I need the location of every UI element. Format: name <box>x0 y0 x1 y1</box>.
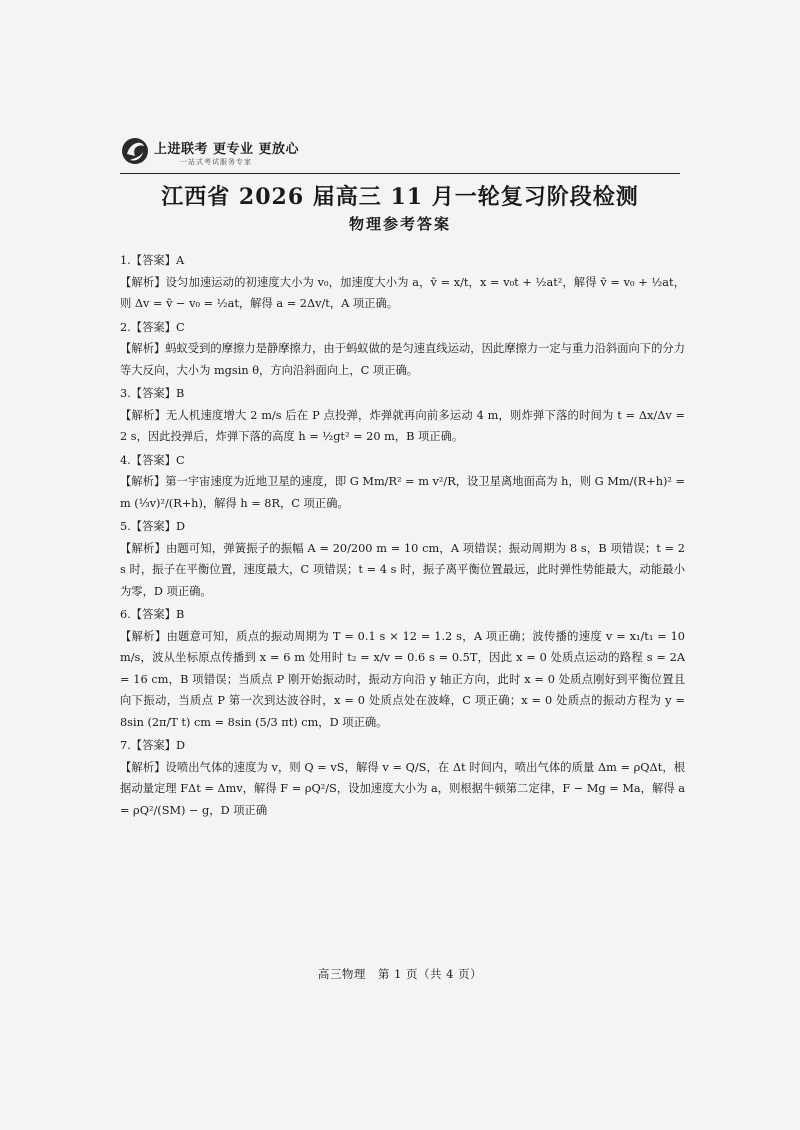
explanation-text: 【解析】设喷出气体的速度为 v，则 Q = vS，解得 v = Q/S，在 Δt 时间内，喷出气体的质量 Δm = ρQΔt，根据动量定理 FΔt = Δmv，解得 F = ρQ²/S，设加速度大小为 a，则根据牛顿第二定律，F − Mg = Ma，解得 a = ρQ²/(SM) − g，D 项正确 <box>120 760 685 817</box>
explanation-text: 【解析】设匀加速运动的初速度大小为 v₀，加速度大小为 a，v̄ = x/t，x = v₀t + ½at²，解得 v̄ = v₀ + ½at，则 Δv = v̄ − v₀ = ½at，解得 a = 2Δv/t，A 项正确。 <box>120 275 685 310</box>
answer-line: 1.【答案】A <box>120 254 185 267</box>
answer-line: 7.【答案】D <box>120 739 186 752</box>
answer-line: 3.【答案】B <box>120 387 185 400</box>
page-title: 江西省 2026 届高三 11 月一轮复习阶段检测 <box>161 184 639 210</box>
explanation-text: 【解析】第一宇宙速度为近地卫星的速度，即 G Mm/R² = m v²/R，设卫星离地面高为 h，则 G Mm/(R+h)² = m (⅓v)²/(R+h)，解得 h = 8R，C 项正确。 <box>120 475 685 510</box>
explanation-text: 【解析】无人机速度增大 2 m/s 后在 P 点投弹，炸弹就再向前多运动 4 m，则炸弹下落的时间为 t = Δx/Δv = 2 s，因此投弹后，炸弹下落的高度 h = ½gt² = 20 m，B 项正确。 <box>120 408 685 443</box>
brand-logo <box>120 130 320 172</box>
answer-list <box>120 248 685 821</box>
logo-swirl-icon <box>120 134 150 168</box>
answer-line: 6.【答案】B <box>120 608 185 621</box>
explanation-text: 【解析】由题意可知，质点的振动周期为 T = 0.1 s × 12 = 1.2 s，A 项正确；波传播的速度 v = x₁/t₁ = 10 m/s，波从坐标原点传播到 x = 6 m 处用时 t₂ = x/v = 0.6 s = 0.5T，因此 x = 0 处质点运动的路程 s = 2A = 16 cm，B 项错误；当质点 P 刚开始振动时，振动方向沿 y 轴正方向，此时 x = 0 处质点刚好到平衡位置且向下振动，当质点 P 第一次到达波谷时，x = 0 处质点处在波峰，C 项正确；x = 0 处质点的振动方程为 y = 8sin (2π/T t) cm = 8sin (5/3 πt) cm，D 项正确。 <box>120 629 685 729</box>
question-item <box>120 516 685 602</box>
answer-line: 2.【答案】C <box>120 320 185 334</box>
header-divider <box>120 173 680 174</box>
answer-line: 5.【答案】D <box>120 520 186 533</box>
question-item <box>120 450 685 515</box>
logo-slogan: 上进联考 更专业 更放心 <box>154 142 300 157</box>
page-footer: 高三物理 第 1 页（共 4 页） <box>317 967 483 981</box>
page-subtitle: 物理参考答案 <box>348 215 451 233</box>
question-item <box>120 383 685 448</box>
answer-line: 4.【答案】C <box>120 453 185 467</box>
question-item <box>120 317 685 382</box>
question-item <box>120 250 685 315</box>
question-item <box>120 735 685 821</box>
question-item <box>120 604 685 733</box>
explanation-text: 【解析】由题可知，弹簧振子的振幅 A = 20/200 m = 10 cm，A 项错误；振动周期为 8 s，B 项错误；t = 2 s 时，振子在平衡位置，速度最大，C 项错误；t = 4 s 时，振子离平衡位置最远，此时弹性势能最大，动能最小为零，D 项正确。 <box>120 541 685 598</box>
explanation-text: 【解析】蚂蚁受到的摩擦力是静摩擦力，由于蚂蚁做的是匀速直线运动，因此摩擦力一定与重力沿斜面向下的分力等大反向，大小为 mgsin θ，方向沿斜面向上，C 项正确。 <box>120 342 685 377</box>
logo-tagline: 一站式考试服务专家 <box>180 158 252 166</box>
